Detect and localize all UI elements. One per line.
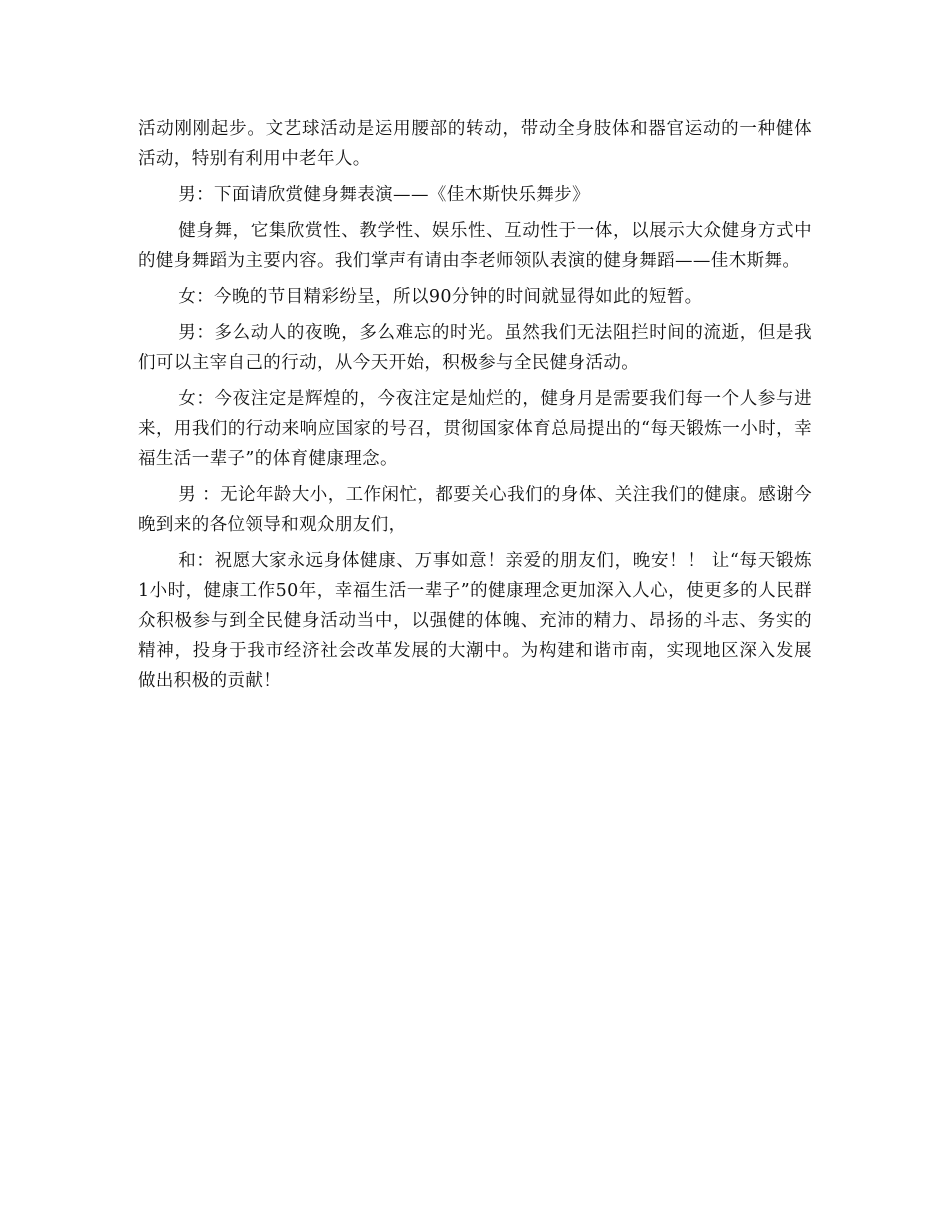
paragraph-2: 男：下面请欣赏健身舞表演——《佳木斯快乐舞步》 xyxy=(178,185,590,205)
paragraph-6: 女：今夜注定是辉煌的，今夜注定是灿烂的，健身月是需要我们每一个人参与进来，用我们的行动来响应国家的号召，贯彻国家体育总局提出的“每天锻炼一小时，幸福生活一辈子”的体育健康理念。 xyxy=(138,389,812,469)
paragraph-7: 男 ：无论年龄大小，工作闲忙，都要关心我们的身体、关注我们的健康。感谢今晚到来的各位领导和观众朋友们， xyxy=(138,485,812,535)
paragraph-5: 男：多么动人的夜晚，多么难忘的时光。虽然我们无法阻拦时间的流逝，但是我们可以主宰自己的行动，从今天开始，积极参与全民健身活动。 xyxy=(138,323,812,373)
paragraph-1: 活动刚刚起步。文艺球活动是运用腰部的转动，带动全身肢体和器官运动的一种健体活动，特别有利用中老年人。 xyxy=(138,119,812,169)
paragraph-8: 和：祝愿大家永远身体健康、万事如意！亲爱的朋友们，晚安！！ 让“每天锻炼1小时，健康工作50年，幸福生活一辈子”的健康理念更加深入人心，使更多的人民群众积极参与到全民健身活动当中，以强健的体魄、充沛的精力、昂扬的斗志、务实的精神，投身于我市经济社会改革发展的大潮中。为构建和谐市南，实现地区深入发展做出积极的贡献！ xyxy=(138,551,812,691)
document-body xyxy=(138,114,812,702)
paragraph-4: 女：今晚的节目精彩纷呈，所以90分钟的时间就显得如此的短暂。 xyxy=(178,287,703,307)
paragraph-3: 健身舞，它集欣赏性、教学性、娱乐性、互动性于一体，以展示大众健身方式中的健身舞蹈为主要内容。我们掌声有请由李老师领队表演的健身舞蹈——佳木斯舞。 xyxy=(138,221,812,271)
